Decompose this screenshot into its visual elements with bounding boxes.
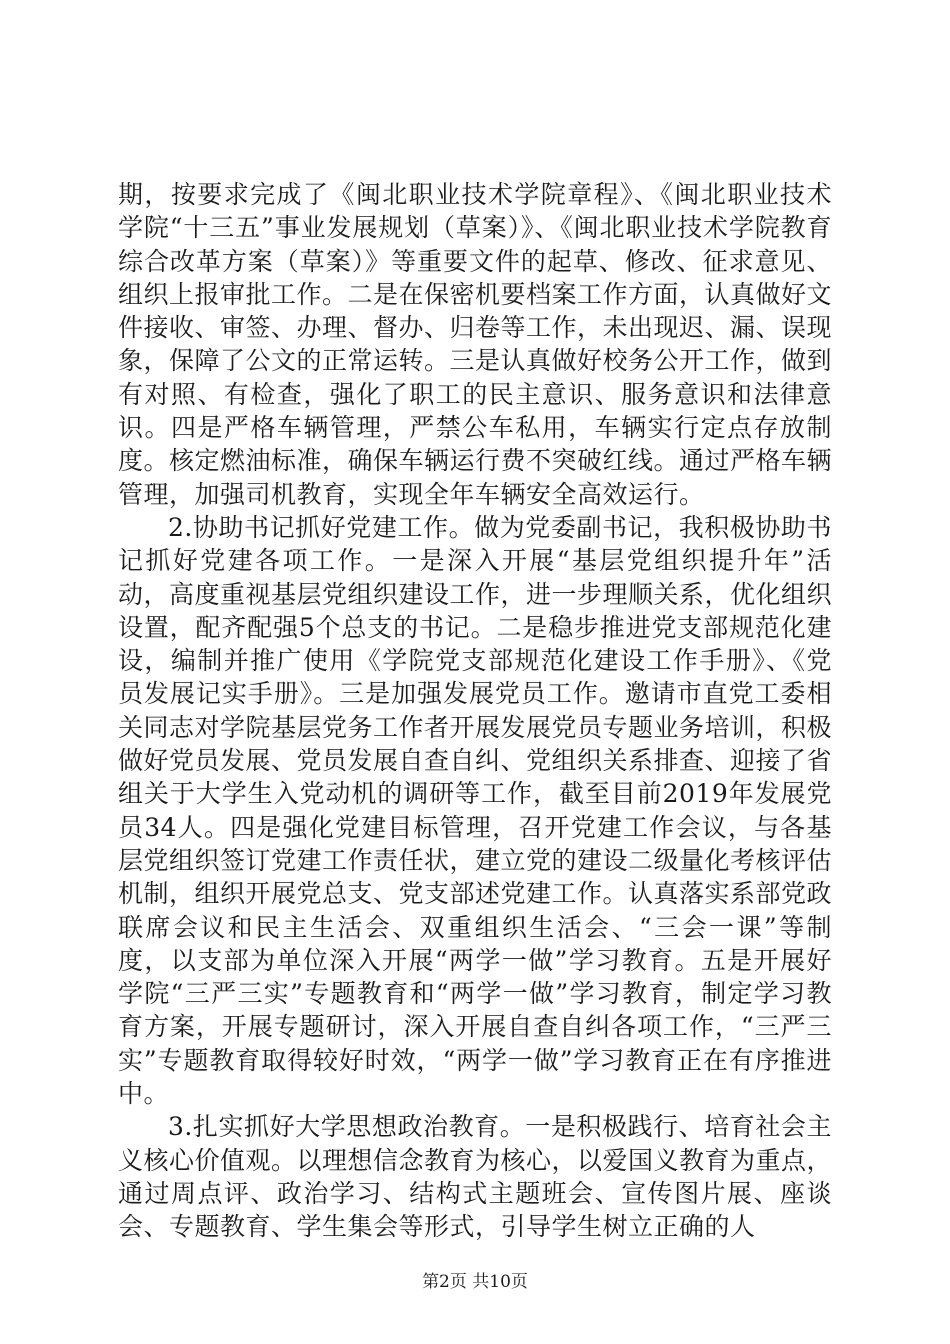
paragraph-3: 3.扎实抓好大学思想政治教育。一是积极践行、培育社会主义核心价值观。以理想信念教育为核心，以爱国义教育为重点，通过周点评、政治学习、结构式主题班会、宣传图片展、座谈会、专题教育、学生集会等形式，引导学生树立正确的人 — [118, 1112, 833, 1242]
paragraph-2: 2.协助书记抓好党建工作。做为党委副书记，我积极协助书记抓好党建各项工作。一是深入开展“基层党组织提升年”活动，高度重视基层党组织建设工作，进一步理顺关系，优化组织设置，配齐配强5个总支的书记。二是稳步推进党支部规范化建设，编制并推广使用《学院党支部规范化建设工作手册》、《党员发展记实手册》。三是加强发展党员工作。邀请市直党工委相关同志对学院基层党务工作者开展发展党员专题业务培训，积极做好党员发展、党员发展自查自纠、党组织关系排查、迎接了省组关于大学生入党动机的调研等工作，截至目前2019年发展党员34人。四是强化党建目标管理，召开党建工作会议，与各基层党组织签订党建工作责任状，建立党的建设二级量化考核评估机制，组织开展党总支、党支部述党建工作。认真落实系部党政联席会议和民主生活会、双重组织生活会、“三会一课”等制度，以支部为单位深入开展“两学一做”学习教育。五是开展好学院“三严三实”专题教育和“两学一做”学习教育，制定学习教育方案，开展专题研讨，深入开展自查自纠各项工作，“三严三实”专题教育取得较好时效，“两学一做”学习教育正在有序推进中。 — [118, 512, 833, 1109]
page-number-label: 第2页 共10页 — [422, 1272, 528, 1292]
document-body — [118, 178, 832, 1244]
paragraph-1: 期，按要求完成了《闽北职业技术学院章程》、《闽北职业技术学院“十三五”事业发展规划（草案）》、《闽北职业技术学院教育综合改革方案（草案）》等重要文件的起草、修改、征求意见、组织上报审批工作。二是在保密机要档案工作方面，认真做好文件接收、审签、办理、督办、归卷等工作，未出现迟、漏、误现象，保障了公文的正常运转。三是认真做好校务公开工作，做到有对照、有检查，强化了职工的民主意识、服务意识和法律意识。四是严格车辆管理，严禁公车私用，车辆实行定点存放制度。核定燃油标准，确保车辆运行费不突破红线。通过严格车辆管理，加强司机教育，实现全年车辆安全高效运行。 — [118, 180, 833, 509]
page-footer — [0, 1271, 950, 1293]
